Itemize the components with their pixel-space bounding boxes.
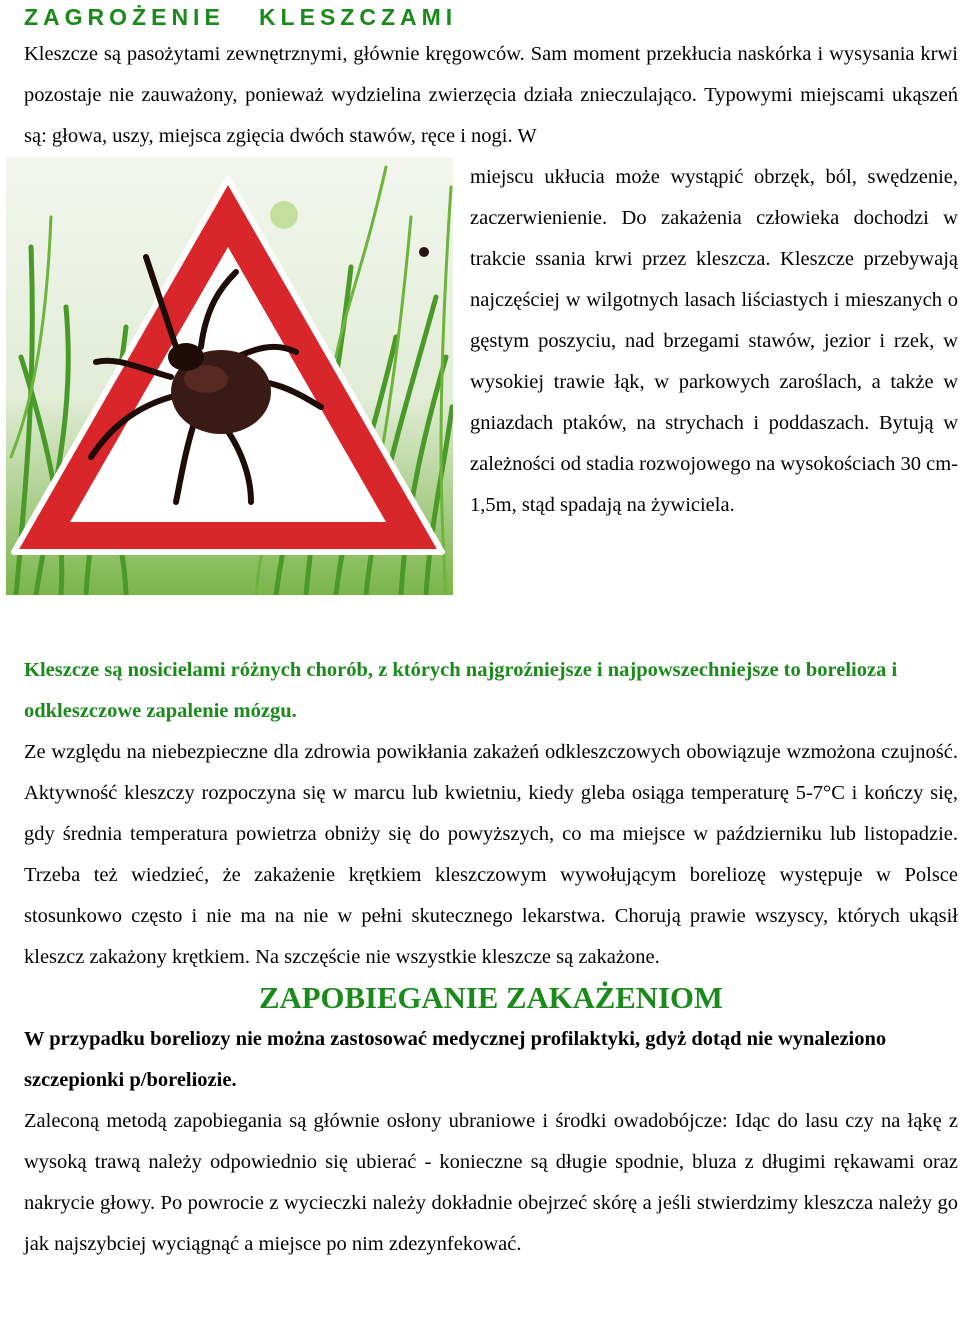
wrapped-paragraph: miejscu ukłucia może wystąpić obrzęk, ból, swędzenie, zaczerwienienie. Do zakażenia człowieka dochodzi w trakcie ssania krwi przez kleszcza. Kleszcze przebywają najczęściej w wilgotnych lasach liściastych i mieszanych o gęstym poszyciu, nad brzegami stawów, jezior i rzek, w wysokiej trawie łąk, w parkowych zaroślach, a także w gniazdach ptaków, na strychach i poddaszach. Bytują w zależności od stadia rozwojowego na wysokościach 30 cm-1,5m, stąd spadają na żywiciela. — [470, 166, 958, 516]
image-text-block — [24, 157, 958, 650]
paragraph-prevention: Zaleconą metodą zapobiegania są głównie osłony ubraniowe i środki owadobójcze: Idąc do lasu czy na łąkę z wysoką trawą należy odpowiednio się ubierać - konieczne są długie spodnie, bluza z długimi rękawami oraz nakrycie głowy. Po powrocie z wycieczki należy dokładnie obejrzeć skórę a jeśli stwierdzimy kleszcza należy go jak najszybciej wyciągnąć a miejsce po nim zdezynfekować. — [24, 1110, 958, 1255]
tick-warning-sign-icon — [6, 157, 453, 595]
document-title: ZAGROŻENIE KLESZCZAMI — [24, 4, 458, 30]
document-page — [24, 0, 958, 1265]
prevention-heading: ZAPOBIEGANIE ZAKAŻENIOM — [259, 981, 723, 1015]
diseases-statement: Kleszcze są nosicielami różnych chorób, z których najgroźniejsze i najpowszechniejsze to borelioza i odkleszczowe zapalenie mózgu. — [24, 659, 898, 722]
paragraph-activity: Ze względu na niebezpieczne dla zdrowia powikłania zakażeń odkleszczowych obowiązuje wzmożona czujność. Aktywność kleszczy rozpoczyna się w marcu lub kwietniu, kiedy gleba osiąga temperaturę 5-7°C i kończy się, gdy średnia temperatura powietrza obniży się do powyższych, co ma miejsce w październiku lub listopadzie. Trzeba też wiedzieć, że zakażenie krętkiem kleszczowym wywołującym boreliozę występuje w Polsce stosunkowo często i nie ma na nie w pełni skutecznego lekarstwa. Chorują prawie wszyscy, których ukąsił kleszcz zakażony krętkiem. Na szczęście nie wszystkie kleszcze są zakażone. — [24, 741, 958, 968]
prevention-statement: W przypadku boreliozy nie można zastosować medycznej profilaktyki, gdyż dotąd nie wynaleziono szczepionki p/boreliozie. — [24, 1028, 887, 1091]
intro-paragraph: Kleszcze są pasożytami zewnętrznymi, głównie kręgowców. Sam moment przekłucia naskórka i wysysania krwi pozostaje nie zauważony, ponieważ wydzielina zwierzęcia działa znieczulająco. Typowymi miejscami ukąszeń są: głowa, uszy, miejsca zgięcia dwóch stawów, ręce i nogi. W — [24, 43, 958, 147]
